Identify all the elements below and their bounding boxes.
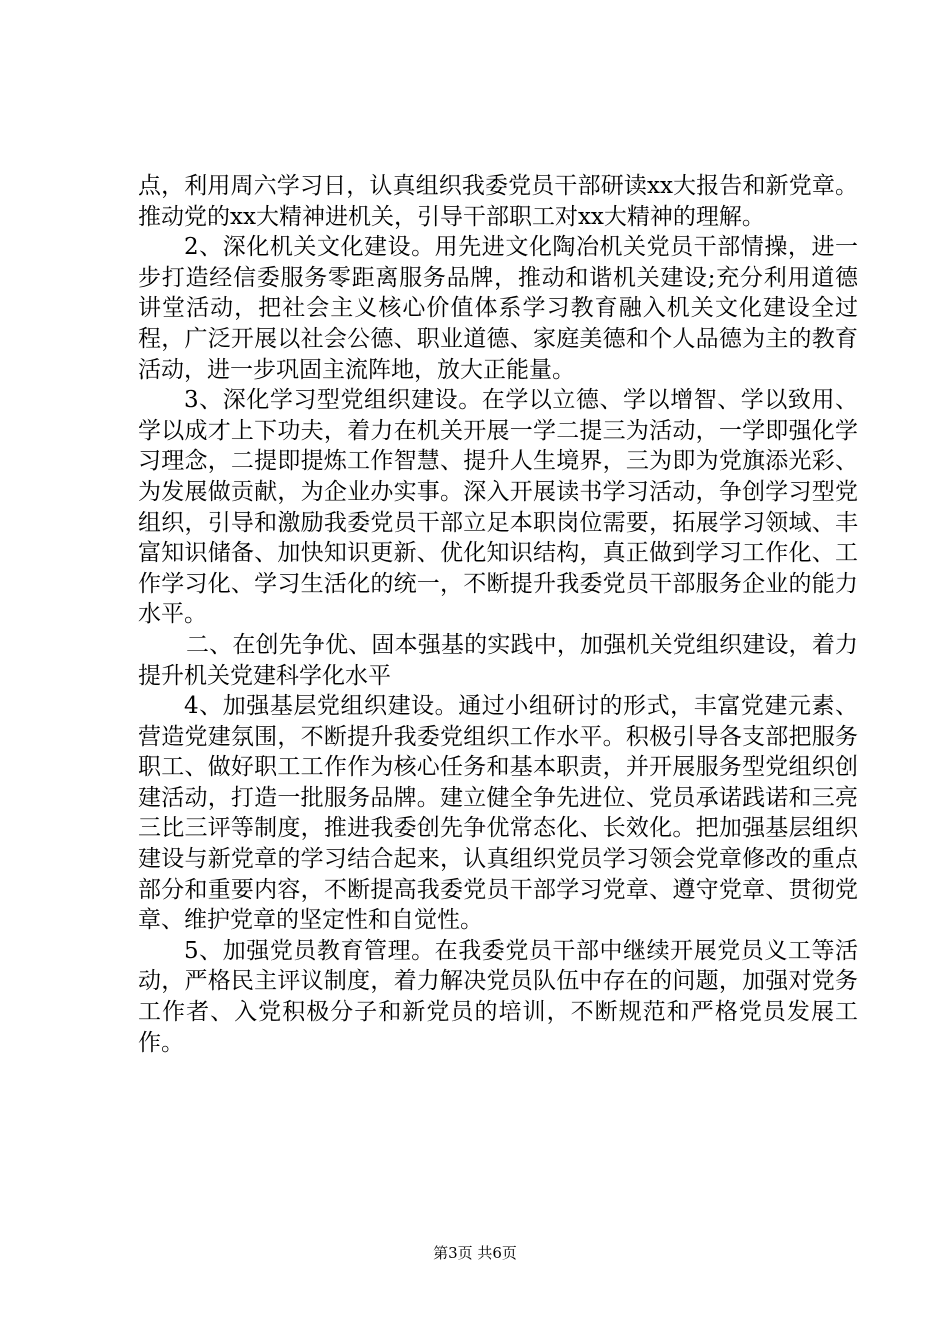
section-heading: 二、在创先争优、固本强基的实践中，加强机关党组织建设，着力提升机关党建科学化水平 bbox=[138, 631, 858, 689]
paragraph-item-2: 2、深化机关文化建设。用先进文化陶冶机关党员干部情操，进一步打造经信委服务零距离服务品牌，推动和谐机关建设;充分利用道德讲堂活动，把社会主义核心价值体系学习教育融入机关文化建设全过程，广泛开展以社会公德、职业道德、家庭美德和个人品德为主的教育活动，进一步巩固主流阵地，放大正能量。 bbox=[138, 234, 858, 383]
paragraph-item-3: 3、深化学习型党组织建设。在学以立德、学以增智、学以致用、学以成才上下功夫，着力在机关开展一学二提三为活动，一学即强化学习理念，二提即提炼工作智慧、提升人生境界，三为即为党旗添光彩、为发展做贡献，为企业办实事。深入开展读书学习活动，争创学习型党组织，引导和激励我委党员干部立足本职岗位需要，拓展学习领域、丰富知识储备、加快知识更新、优化知识结构，真正做到学习工作化、工作学习化、学习生活化的统一，不断提升我委党员干部服务企业的能力水平。 bbox=[138, 387, 858, 628]
document-body bbox=[138, 171, 858, 1058]
paragraph-item-5: 5、加强党员教育管理。在我委党员干部中继续开展党员义工等活动，严格民主评议制度，着力解决党员队伍中存在的问题，加强对党务工作者、入党积极分子和新党员的培训，不断规范和严格党员发展工作。 bbox=[138, 937, 858, 1056]
paragraph-continuation: 点，利用周六学习日，认真组织我委党员干部研读xx大报告和新党章。推动党的xx大精神进机关，引导干部职工对xx大精神的理解。 bbox=[138, 173, 858, 230]
page-footer: 第3页 共6页 bbox=[433, 1244, 517, 1262]
paragraph-item-4: 4、加强基层党组织建设。通过小组研讨的形式，丰富党建元素、营造党建氛围，不断提升我委党组织工作水平。积极引导各支部把服务职工、做好职工工作作为核心任务和基本职责，并开展服务型党组织创建活动，打造一批服务品牌。建立健全争先进位、党员承诺践诺和三亮三比三评等制度，推进我委创先争优常态化、长效化。把加强基层组织建设与新党章的学习结合起来，认真组织党员学习领会党章修改的重点部分和重要内容，不断提高我委党员干部学习党章、遵守党章、贯彻党章、维护党章的坚定性和自觉性。 bbox=[138, 693, 858, 934]
